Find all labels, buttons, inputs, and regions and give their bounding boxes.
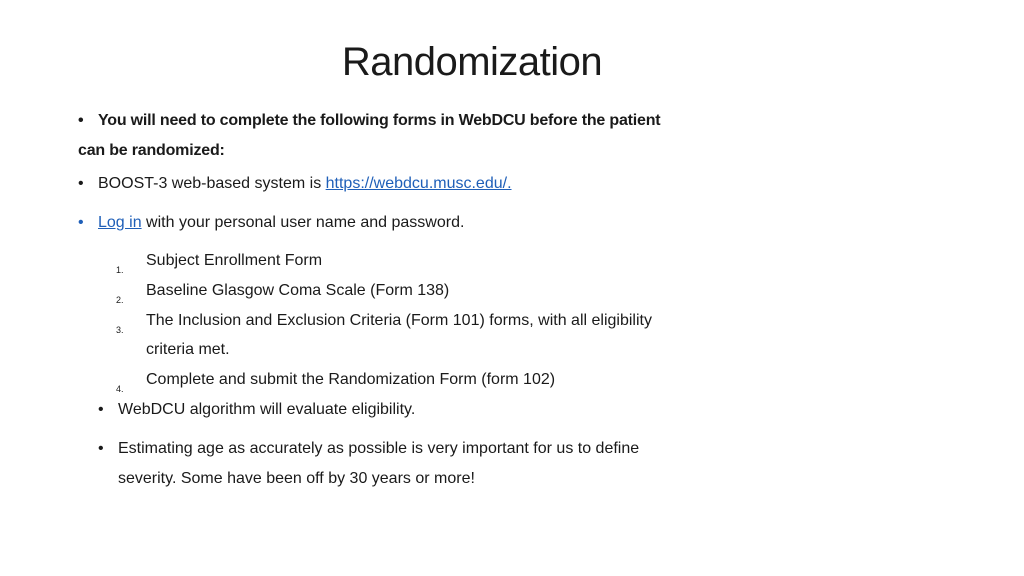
note-age [98, 440, 639, 458]
webdcu-url-link[interactable]: https://webdcu.musc.edu/. [325, 175, 512, 192]
bullet-dot: • [78, 175, 84, 192]
note-algorithm [98, 401, 415, 419]
bullet-dot: • [98, 401, 104, 418]
form-item-enrollment: Subject Enrollment Form [146, 252, 323, 269]
login-text: with your personal user name and password. [141, 214, 465, 231]
bullet-dot: • [78, 112, 84, 129]
intro-bullet [78, 112, 660, 130]
login-bullet [78, 214, 464, 232]
form-item-randomization: Complete and submit the Randomization Form (form 102) [146, 371, 556, 388]
intro-line-2: can be randomized: [78, 142, 225, 159]
slide-title: Randomization [341, 40, 603, 84]
bullet-dot: • [78, 214, 84, 231]
form-item-glasgow: Baseline Glasgow Coma Scale (Form 138) [146, 282, 450, 299]
form-number: 2. [116, 295, 124, 305]
form-item-criteria-cont: criteria met. [146, 341, 230, 358]
note-age-text: Estimating age as accurately as possible is very important for us to define [118, 440, 640, 457]
login-link[interactable]: Log in [98, 214, 142, 231]
form-number: 4. [116, 384, 124, 394]
form-number: 3. [116, 325, 124, 335]
intro-line-1: You will need to complete the following forms in WebDCU before the patient [98, 112, 661, 129]
note-algorithm-text: WebDCU algorithm will evaluate eligibility. [118, 401, 416, 418]
form-item-criteria: The Inclusion and Exclusion Criteria (Form 101) forms, with all eligibility [146, 312, 652, 329]
note-age-cont: severity. Some have been off by 30 years or more! [118, 470, 475, 487]
system-text: BOOST-3 web-based system is [98, 175, 326, 192]
form-number: 1. [116, 265, 124, 275]
bullet-dot: • [98, 440, 104, 457]
system-bullet [78, 175, 512, 193]
